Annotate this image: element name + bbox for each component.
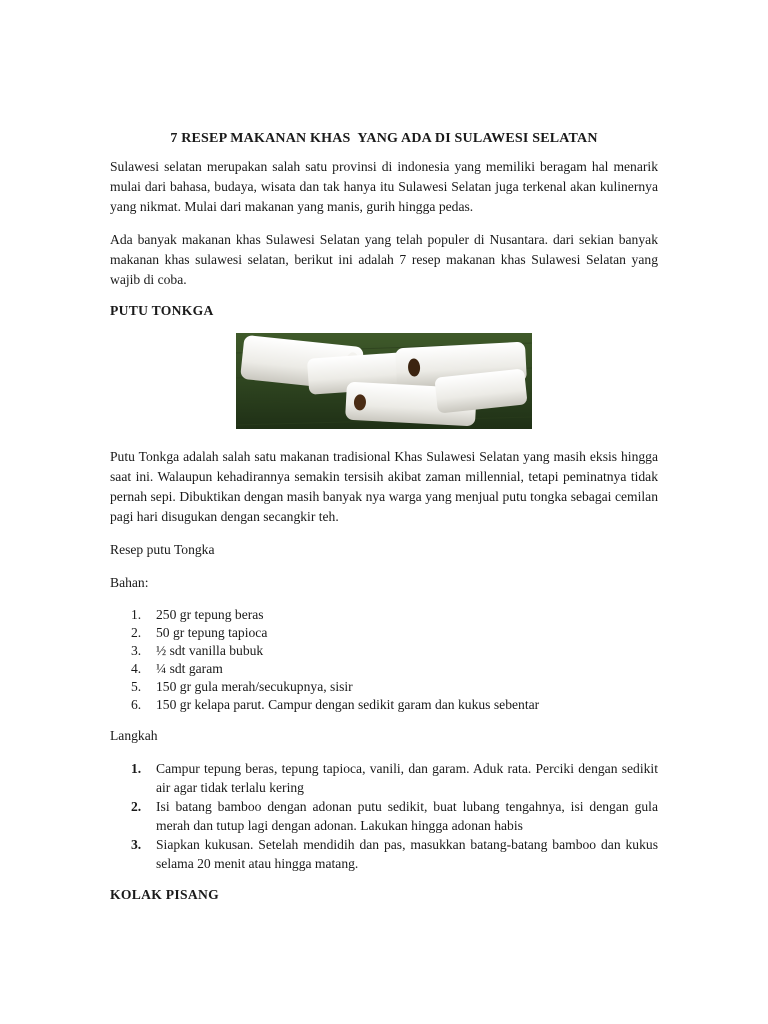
document-page <box>110 131 658 917</box>
section-heading-kolak-pisang: KOLAK PISANG <box>110 887 219 902</box>
steps-label: Langkah <box>110 728 158 743</box>
list-number: 1. <box>131 607 142 622</box>
list-number: 1. <box>131 761 142 776</box>
list-item <box>110 696 658 714</box>
putu-tonkga-photo <box>236 333 532 429</box>
list-item <box>110 835 658 873</box>
list-text: Isi batang bamboo dengan adonan putu sedikit, buat lubang tengahnya, isi dengan gula merah dan tutup lagi dengan adonan. Lakukan hingga adonan habis <box>156 799 658 833</box>
list-number: 2. <box>131 799 142 814</box>
list-number: 2. <box>131 625 142 640</box>
list-text: Siapkan kukusan. Setelah mendidih dan pas, masukkan batang-batang bamboo dan kukus selama 20 menit atau hingga matang. <box>156 837 658 871</box>
recipe-label: Resep putu Tongka <box>110 542 215 557</box>
list-text: Campur tepung beras, tepung tapioca, vanili, dan garam. Aduk rata. Perciki dengan sedikit air agar tidak terlalu kering <box>156 761 658 795</box>
list-text: ½ sdt vanilla bubuk <box>156 643 264 658</box>
list-item <box>110 624 658 642</box>
list-item <box>110 797 658 835</box>
list-number: 6. <box>131 697 142 712</box>
list-item <box>110 660 658 678</box>
list-text: ¼ sdt garam <box>156 661 223 676</box>
intro-paragraph-2: Ada banyak makanan khas Sulawesi Selatan yang telah populer di Nusantara. dari sekian banyak makanan khas sulawesi selatan, berikut ini adalah 7 resep makanan khas Sulawesi Selatan yang wajib di coba. <box>110 232 658 287</box>
list-item <box>110 678 658 696</box>
putu-tonkga-description: Putu Tonkga adalah salah satu makanan tradisional Khas Sulawesi Selatan yang masih eksis hingga saat ini. Walaupun kehadirannya semakin tersisih akibat zaman millennial, tetapi peminatnya tidak pernah sepi. Dibuktikan dengan masih banyak nya warga yang menjual putu tongka sebagai cemilan pagi hari disugukan dengan secangkir teh. <box>110 449 658 524</box>
section-heading-putu-tonkga: PUTU TONKGA <box>110 303 214 318</box>
intro-paragraph-1: Sulawesi selatan merupakan salah satu provinsi di indonesia yang memiliki beragam hal menarik mulai dari bahasa, budaya, wisata dan tak hanya itu Sulawesi Selatan juga terkenal akan kulinernya yang nikmat. Mulai dari makanan yang manis, gurih hingga pedas. <box>110 159 658 214</box>
list-text: 150 gr kelapa parut. Campur dengan sedikit garam dan kukus sebentar <box>156 697 540 712</box>
list-item <box>110 759 658 797</box>
ingredients-label: Bahan: <box>110 575 149 590</box>
list-number: 3. <box>131 837 142 852</box>
list-item <box>110 606 658 624</box>
list-text: 50 gr tepung tapioca <box>156 625 268 640</box>
document-title: 7 RESEP MAKANAN KHAS YANG ADA DI SULAWESI SELATAN <box>170 131 598 146</box>
list-text: 250 gr tepung beras <box>156 607 264 622</box>
ingredients-list <box>110 606 658 714</box>
list-item <box>110 642 658 660</box>
list-number: 4. <box>131 661 142 676</box>
list-text: 150 gr gula merah/secukupnya, sisir <box>156 679 353 694</box>
list-number: 3. <box>131 643 142 658</box>
steps-list <box>110 759 658 873</box>
list-number: 5. <box>131 679 142 694</box>
